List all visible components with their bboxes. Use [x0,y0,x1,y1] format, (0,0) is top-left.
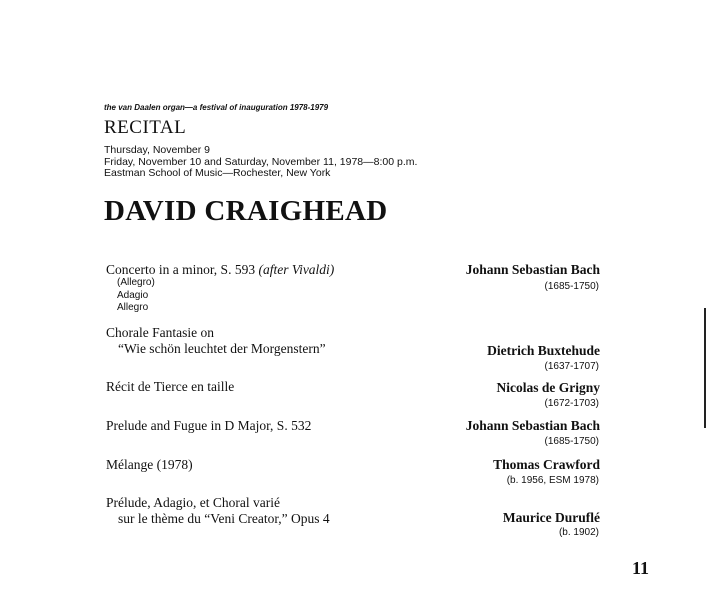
movement-list [117,277,155,315]
composer-dates: (1637-1707) [544,361,599,372]
composer-dates: (b. 1902) [558,527,599,538]
schedule-line: Eastman School of Music—Rochester, New York [104,167,331,179]
composer-name: Maurice Duruflé [502,510,600,525]
piece-title: Concerto in a minor, S. 593 (after Vivaldi) [106,262,335,277]
movement-item: Adagio [117,289,149,301]
piece-title: Prélude, Adagio, et Choral varié sur le thème du “Veni Creator,” Opus 4 [106,495,330,526]
schedule-line: Thursday, November 9 [104,144,211,156]
composer-dates: (b. 1956, ESM 1978) [506,475,599,486]
composer-name: Dietrich Buxtehude [487,343,600,358]
movement-item: Allegro [117,302,149,313]
composer-name: Thomas Crawford [493,457,600,472]
performer-name: DAVID CRAIGHEAD [104,195,388,227]
movement-item: (Allegro) [117,277,155,288]
piece-title: Mélange (1978) [106,457,193,472]
composer-name: Johann Sebastian Bach [465,262,600,277]
composer-dates: (1685-1750) [544,436,599,447]
composer-name: Johann Sebastian Bach [465,418,600,433]
recital-schedule [104,145,417,180]
schedule-line: Friday, November 10 and Saturday, November 11, 1978—8:00 p.m. [104,155,418,168]
page-number: 11 [632,558,650,578]
festival-subtitle: the van Daalen organ—a festival of inauguration 1978-1979 [104,103,329,112]
piece-title: Récit de Tierce en taille [106,379,235,394]
piece-title: Prelude and Fugue in D Major, S. 532 [106,418,312,433]
composer-dates: (1685-1750) [544,281,599,292]
piece-title: Chorale Fantasie on “Wie schön leuchtet der Morgenstern” [106,325,326,356]
piece-title-note: (after Vivaldi) [258,262,335,277]
composer-name: Nicolas de Grigny [496,380,600,395]
composer-dates: (1672-1703) [544,398,599,409]
recital-heading: RECITAL [104,117,187,138]
scan-edge-mark [704,308,706,428]
